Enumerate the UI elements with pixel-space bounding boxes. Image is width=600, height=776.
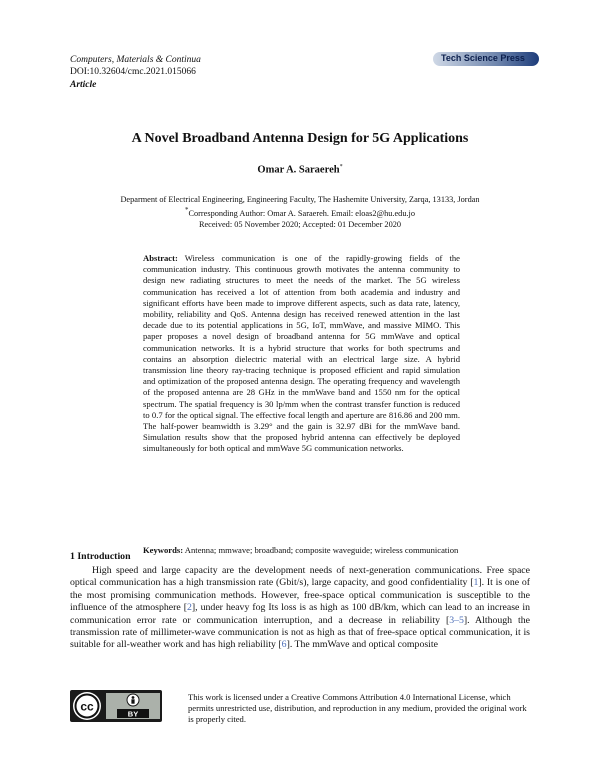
- author-name: Omar A. Saraereh: [257, 164, 340, 176]
- abstract-text: Wireless communication is one of the rapidly-growing fields of the communication industry. This continuous growth motivates the antenna community to design new radiating structures to meet the needs of the market. The 5G wireless communication has received a lot of attention from both academia and industry and significant efforts have been made to improve different aspects, such as data rate, latency, mobility, reliability and QoS. Antenna design has received renewed attention in the last decade due to its potential applications in 5G, IoT, mmWave, and massive MIMO. This paper proposes a novel design of broadband antenna for 5G mmWave and optical communication networks. It is a hybrid structure that works for both spectrums and contains an absorption dielectric material with an electrical large size. A hybrid transmission line theory ray-tracing technique is proposed efficient and rapid simulation and optimization of the proposed antenna design. The operating frequency and wavelength of the proposed antenna are 28 GHz in the mmWave band and 1550 nm for the optical spectrum. The spatial frequency is 30 lp/mm when the contrast transfer function is reduced to 0.7 for the optical signal. The effective focal length and aperture are 816.86 and 200 mm. The half-power beamwidth is 3.29° and the gain is 32.97 dBi for the mmWave band. Simulation results show that the proposed hybrid antenna can effectively be deployed simultaneously for both optical and mmWave 5G communication networks.: [143, 253, 460, 454]
- abstract-label: Abstract:: [143, 253, 178, 263]
- article-type: Article: [70, 80, 97, 90]
- by-label: BY: [127, 709, 139, 719]
- dates: Received: 05 November 2020; Accepted: 01 December 2020: [198, 219, 402, 229]
- corresponding-author: *Corresponding Author: Omar A. Saraereh. Email: eloas2@hu.edu.jo: [185, 207, 415, 218]
- introduction-paragraph: High speed and large capacity are the development needs of next-generation communications. Free space optical communication has a high transmission rate (Gbit/s), large capacity, and good confidentiality [1]. It is one of the most promising communication methods. However, free-space optical communication is susceptible to the influence of the atmosphere [2], under heavy fog Its loss is as high as 100 dB/km, which can lead to an increase in communication error rate or communication interruption, and a decrease in reliability [3–5]. Although the transmission rate of millimeter-wave communication is not as high as that of free-space optical communication, it is suitable for all-weather work and has high reliability [6]. The mmWave and optical composite: [70, 565, 530, 651]
- publisher-name: Tech Science Press: [441, 53, 525, 63]
- citation-link[interactable]: 3–5: [449, 614, 464, 626]
- person-head-icon: [132, 696, 135, 699]
- doi[interactable]: DOI:10.32604/cmc.2021.015066: [70, 67, 196, 77]
- cc-badge-graphic: [70, 690, 162, 722]
- keywords-label: Keywords:: [143, 545, 184, 555]
- keywords: [143, 545, 460, 556]
- affiliation-block: [0, 194, 600, 230]
- cc-text: cc: [80, 699, 94, 714]
- person-body-icon: [131, 699, 134, 703]
- license-text: This work is licensed under a Creative Commons Attribution 4.0 International License, which permits unrestricted use, distribution, and reproduction in any medium, provided the original work is properly cited.: [188, 692, 527, 724]
- keywords-text: Antenna; mmwave; broadband; composite waveguide; wireless communication: [184, 545, 459, 555]
- publisher-logo: [433, 52, 539, 66]
- citation-link[interactable]: 6: [281, 639, 287, 651]
- author-mark: *: [339, 164, 343, 170]
- paper-title: A Novel Broadband Antenna Design for 5G Applications: [131, 131, 469, 146]
- citation-link[interactable]: 1: [473, 577, 479, 589]
- cc-by-license-badge[interactable]: [70, 690, 162, 722]
- corresponding-mark: *: [185, 207, 189, 214]
- abstract: [143, 253, 460, 455]
- citation-link[interactable]: 2: [187, 602, 192, 614]
- affiliation: Deparment of Electrical Engineering, Engineering Faculty, The Hashemite University, Zarqa, 13133, Jordan: [120, 195, 480, 204]
- author: [0, 164, 600, 176]
- section-heading-introduction: 1 Introduction: [70, 551, 131, 562]
- journal-name: Computers, Materials & Continua: [70, 55, 201, 65]
